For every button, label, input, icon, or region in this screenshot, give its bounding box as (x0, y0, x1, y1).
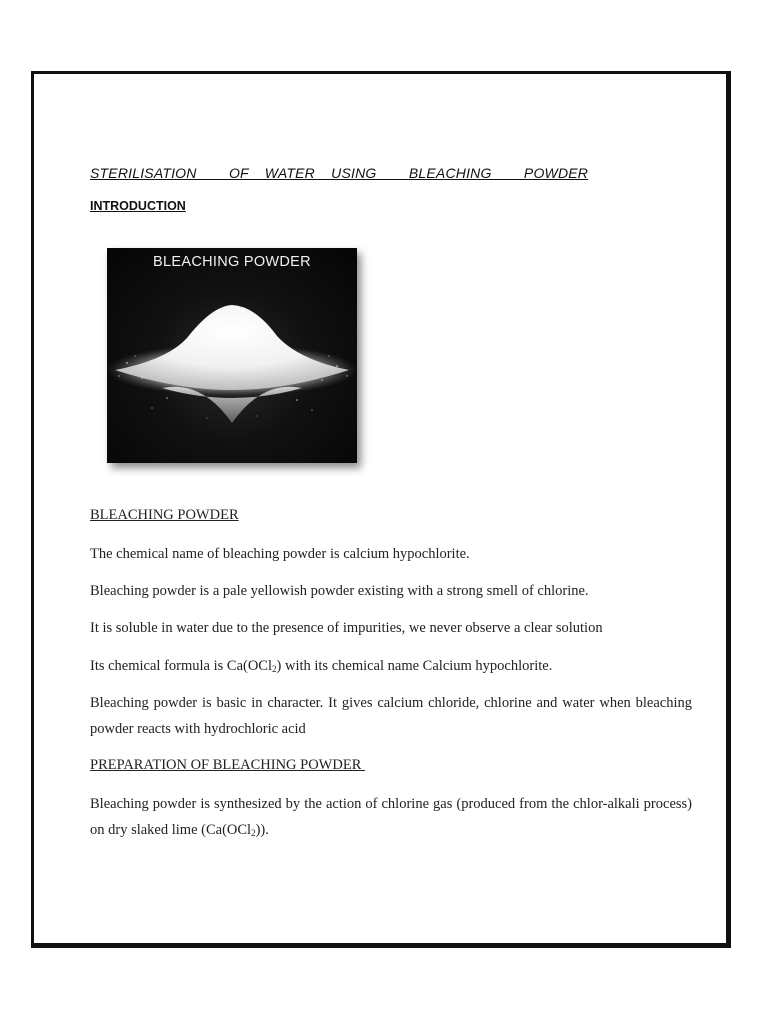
paragraph-solubility: It is soluble in water due to the presence of impurities, we never observe a clear solution (90, 620, 603, 636)
formula-subscript: 2 (272, 664, 277, 674)
paragraph-formula (90, 653, 552, 682)
image-caption: BLEACHING POWDER (153, 254, 311, 270)
formula-text-after: ) with its chemical name Calcium hypochlorite. (276, 658, 553, 674)
paragraph-basic-character: Bleaching powder is basic in character. It gives calcium chloride, chlorine and water when bleaching powder reacts with hydrochloric acid (90, 695, 692, 737)
introduction-heading: INTRODUCTION (90, 199, 186, 213)
paragraph-preparation (90, 791, 692, 846)
paragraph-chemical-name: The chemical name of bleaching powder is calcium hypochlorite. (90, 546, 470, 562)
preparation-text-before: Bleaching powder is synthesized by the action of chlorine gas (produced from the chlor-alkali process) on dry slaked lime (Ca(OCl (90, 796, 692, 838)
paragraph-appearance: Bleaching powder is a pale yellowish powder existing with a strong smell of chlorine. (90, 583, 589, 599)
preparation-text-after: )). (255, 822, 269, 838)
document-title: STERILISATION OF WATER USING BLEACHING POWDER (90, 165, 589, 181)
section-heading-bleaching-powder: BLEACHING POWDER (90, 507, 239, 523)
preparation-subscript: 2 (251, 828, 256, 838)
bleaching-powder-image (107, 248, 357, 463)
powder-pile-graphic (107, 248, 357, 463)
formula-text-before: Its chemical formula is Ca(OCl (90, 658, 273, 674)
section-heading-preparation: PREPARATION OF BLEACHING POWDER (90, 757, 365, 773)
